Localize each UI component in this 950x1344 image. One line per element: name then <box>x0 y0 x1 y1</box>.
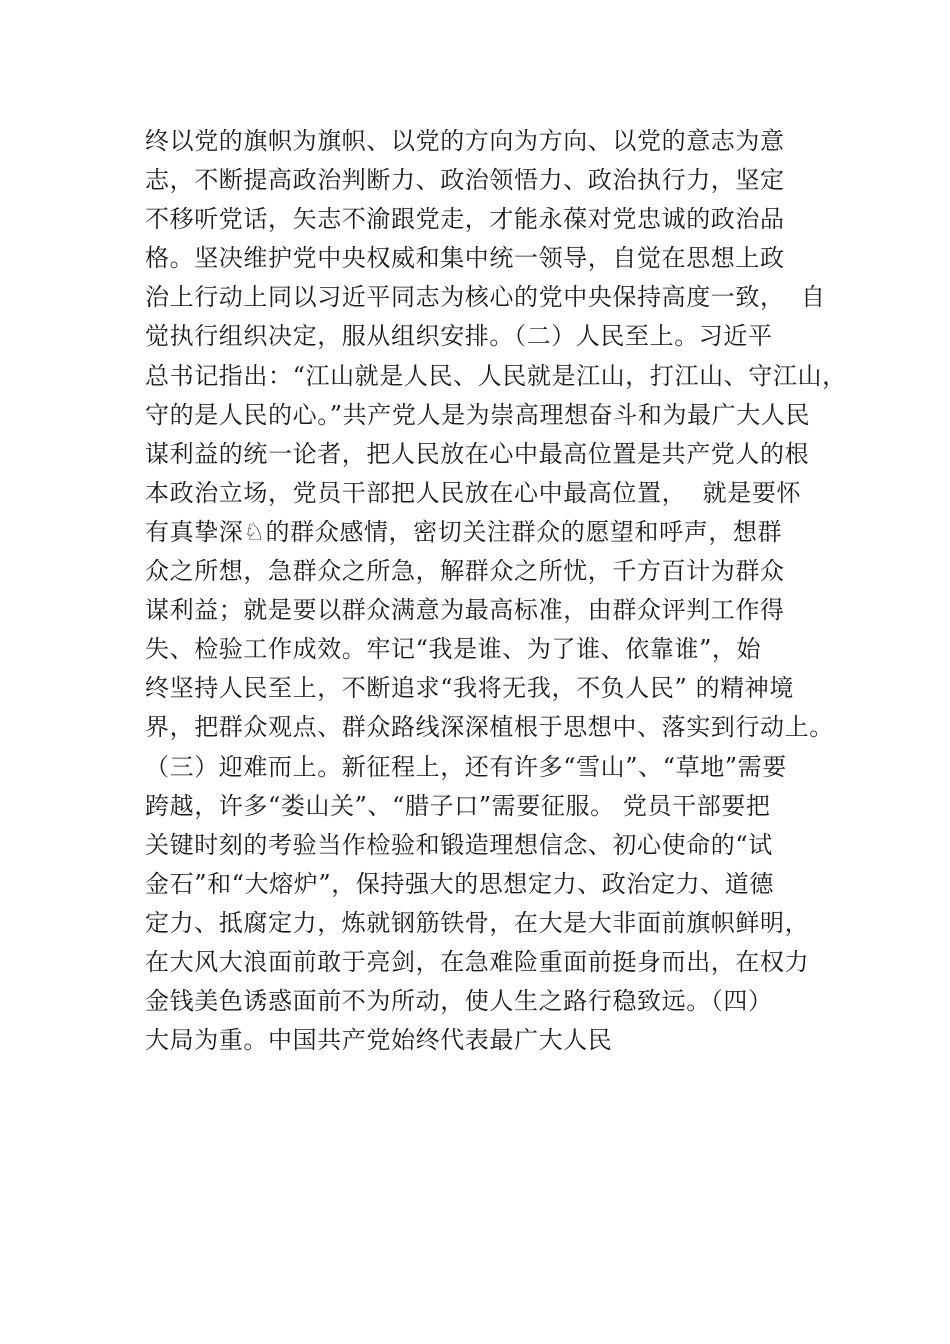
text-line: 觉执行组织决定，服从组织安排。（二）人民至上。习近平 <box>145 322 773 351</box>
text-line: 治上行动上同以习近平同志为核心的党中央保持高度一致， 自 <box>145 283 826 312</box>
text-line: 跨越，许多“娄山关”、“腊子口”需要征服。 党员干部要把 <box>145 791 771 820</box>
text-line: 有真挚深♘的群众感情，密切关注群众的愿望和呼声，想群 <box>145 517 783 546</box>
text-line: 谋利益的统一论者，把人民放在心中最高位置是共产党人的根 <box>145 439 810 468</box>
text-line: 本政治立场，党员干部把人民放在心中最高位置， 就是要怀 <box>145 478 802 507</box>
text-line: 金石”和“大熔炉”，保持强大的思想定力、政治定力、道德 <box>145 869 775 898</box>
text-line: 失、检验工作成效。牢记“我是谁、为了谁、依靠谁”，始 <box>145 635 762 664</box>
text-line: 大局为重。中国共产党始终代表最广大人民 <box>145 1026 613 1055</box>
text-line: 金钱美色诱惑面前不为所动，使人生之路行稳致远。（四） <box>145 987 773 1016</box>
text-line: 总书记指出：“江山就是人民、人民就是江山，打江山、守江山， <box>145 361 847 390</box>
text-line: 不移听党话，矢志不渝跟党走，才能永葆对党忠诚的政治品 <box>145 205 785 234</box>
text-line: 守的是人民的心。”共产党人是为崇高理想奋斗和为最广大人民 <box>145 400 811 429</box>
text-line: 在大风大浪面前敢于亮剑，在急难险重面前挺身而出，在权力 <box>145 947 810 976</box>
text-line: 格。坚决维护党中央权威和集中统一领导，自觉在思想上政 <box>145 244 785 273</box>
body-text <box>145 122 845 1060</box>
text-line: 定力、抵腐定力，炼就钢筋铁骨，在大是大非面前旗帜鲜明， <box>145 908 810 937</box>
text-line: 界，把群众观点、群众路线深深植根于思想中、落实到行动上。 <box>145 713 834 742</box>
text-line: 终以党的旗帜为旗帜、以党的方向为方向、以党的意志为意 <box>145 127 785 155</box>
text-line: 关键时刻的考验当作检验和锻造理想信念、初心使命的“试 <box>145 830 773 859</box>
text-line: （三）迎难而上。新征程上，还有许多“雪山”、“草地”需要 <box>145 752 787 781</box>
text-line: 谋利益；就是要以群众满意为最高标准，由群众评判工作得 <box>145 596 785 625</box>
text-line: 终坚持人民至上，不断追求“我将无我，不负人民” 的精神境 <box>145 674 794 703</box>
text-line: 志，不断提高政治判断力、政治领悟力、政治执行力，坚定 <box>145 166 785 195</box>
text-line: 众之所想，急群众之所急，解群众之所忧，千方百计为群众 <box>145 557 785 586</box>
